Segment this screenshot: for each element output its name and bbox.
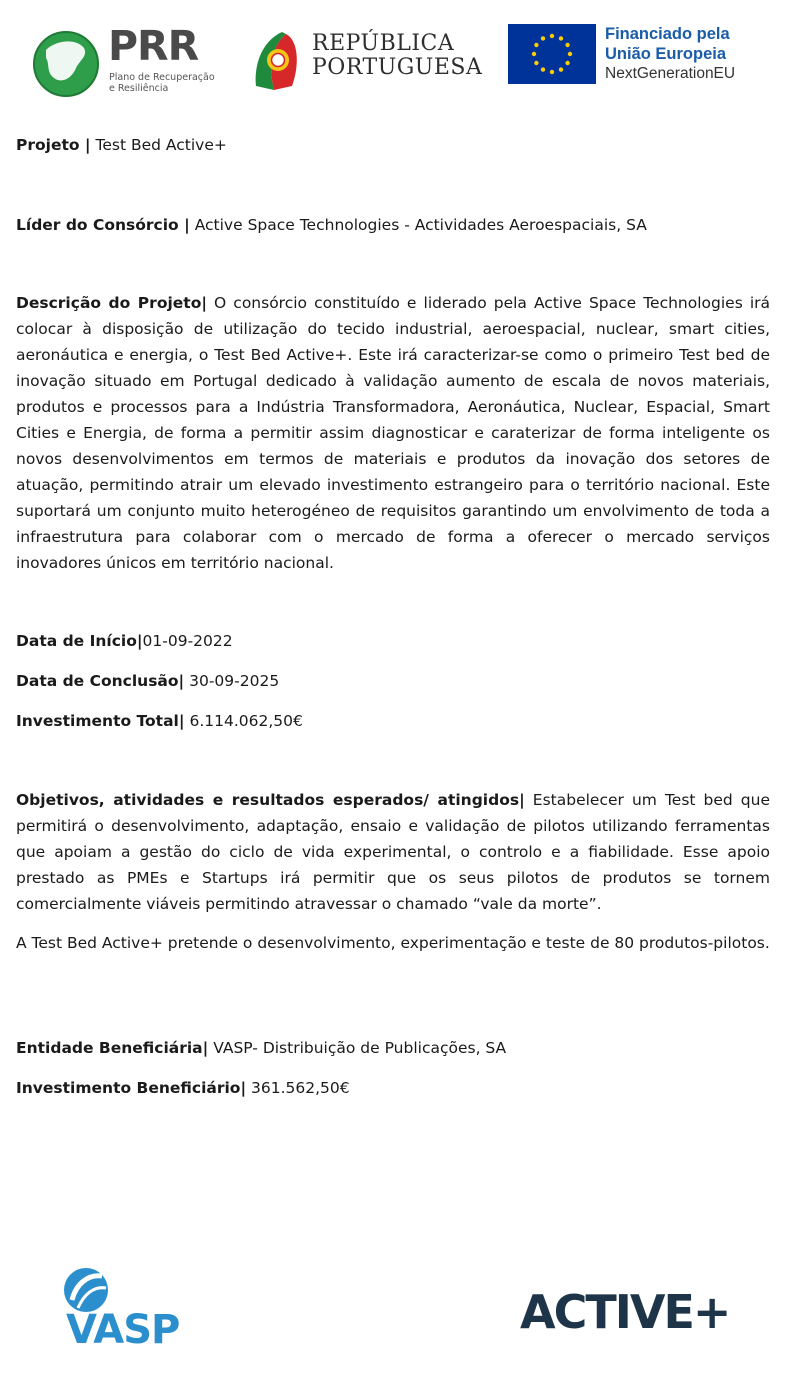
- republica-portuguesa-text: [312, 32, 482, 80]
- eu-funding-text: [605, 24, 735, 84]
- descricao-value: O consórcio constituído e liderado pela Active Space Technologies irá colocar à disposição de utilização do tecido industrial, aeroespacial, nuclear, smart cities, aeronáutica e energia, o Test Bed Active+. Este irá caracterizar-se como o primeiro Test bed de inovação situado em Portugal dedicado à validação aumento de escala de novos materiais, produtos e processos para a Indústria Transformadora, Aeronáutica, Nuclear, Espacial, Smart Cities e Energia, de forma a permitir assim diagnosticar e caraterizar de forma inteligente os novos desenvolvimentos em termos de materiais e produtos da inovação dos setores de atuação, permitindo atrair um elevado investimento estrangeiro para o território nacional. Este suportará um conjunto muito heterogéneo de requisitos garantindo um envolvimento de toda a infraestrutura para colaborar com o mercado de forma a oferecer o mercado serviços inovadores únicos em território nacional.: [16, 294, 771, 572]
- lider-label: Líder do Consórcio |: [16, 216, 190, 234]
- field-investimento-total: [16, 708, 770, 734]
- conclusao-value: 30-09-2025: [184, 672, 280, 690]
- field-data-conclusao: [16, 668, 770, 694]
- prr-globe-icon: [32, 30, 100, 98]
- lider-value: Active Space Technologies - Actividades Aeroespaciais, SA: [189, 216, 647, 234]
- active-plus-logo: ACTIVE+: [520, 1285, 730, 1339]
- field-descricao: [16, 290, 770, 576]
- projeto-value: Test Bed Active+: [90, 136, 227, 154]
- portugal-flag-icon: [252, 28, 302, 92]
- republica-portuguesa-logo: [252, 28, 492, 94]
- eu-flag-icon: [508, 24, 596, 84]
- inicio-label: Data de Início|: [16, 632, 143, 650]
- eu-line3: NextGenerationEU: [605, 65, 736, 82]
- investimento-value: 6.114.062,50€: [184, 712, 303, 730]
- field-investimento-beneficiario: [16, 1075, 770, 1101]
- prr-subtitle-line1: Plano de Recuperação: [109, 72, 215, 83]
- conclusao-label: Data de Conclusão|: [16, 672, 185, 690]
- republica-line2: PORTUGUESA: [312, 55, 483, 80]
- prr-subtitle: [109, 72, 249, 94]
- descricao-label: Descrição do Projeto|: [16, 294, 208, 312]
- invben-value: 361.562,50€: [246, 1079, 350, 1097]
- field-objetivos: [16, 787, 770, 917]
- field-data-inicio: [16, 628, 770, 654]
- invben-label: Investimento Beneficiário|: [16, 1079, 247, 1097]
- objetivos-value: Estabelecer um Test bed que permitirá o desenvolvimento, adaptação, ensaio e validação de pilotos utilizando ferramentas que apoiam a gestão do ciclo de vida experimental, o controlo e a fiabilidade. Esse apoio prestado as PMEs e Startups irá permitir que os seus pilotos de produtos se tornem comercialmente viáveis permitindo atravessar o chamado “vale da morte”.: [16, 791, 771, 913]
- eu-funding-logo: [508, 24, 778, 88]
- prr-logo: [32, 22, 232, 98]
- investimento-label: Investimento Total|: [16, 712, 185, 730]
- eu-line1: Financiado pela: [605, 25, 730, 43]
- field-projeto: [16, 132, 770, 158]
- eu-line2: União Europeia: [605, 45, 727, 63]
- field-entidade-beneficiaria: [16, 1035, 770, 1061]
- field-lider-consorcio: [16, 212, 770, 238]
- republica-line1: REPÚBLICA: [312, 31, 455, 56]
- pretende-paragraph: A Test Bed Active+ pretende o desenvolvimento, experimentação e teste de 80 produtos-pilotos.: [16, 934, 770, 952]
- prr-subtitle-line2: e Resiliência: [109, 83, 169, 94]
- entidade-value: VASP- Distribuição de Publicações, SA: [208, 1039, 507, 1057]
- inicio-value: 01-09-2022: [142, 632, 233, 650]
- entidade-label: Entidade Beneficiária|: [16, 1039, 209, 1057]
- prr-wordmark: PRR: [108, 22, 199, 70]
- objetivos-label: Objetivos, atividades e resultados esperados/ atingidos|: [16, 791, 525, 809]
- vasp-wordmark: VASP: [66, 1307, 180, 1353]
- vasp-logo: [62, 1266, 202, 1358]
- logo-header: [0, 0, 800, 120]
- projeto-label: Projeto |: [16, 136, 91, 154]
